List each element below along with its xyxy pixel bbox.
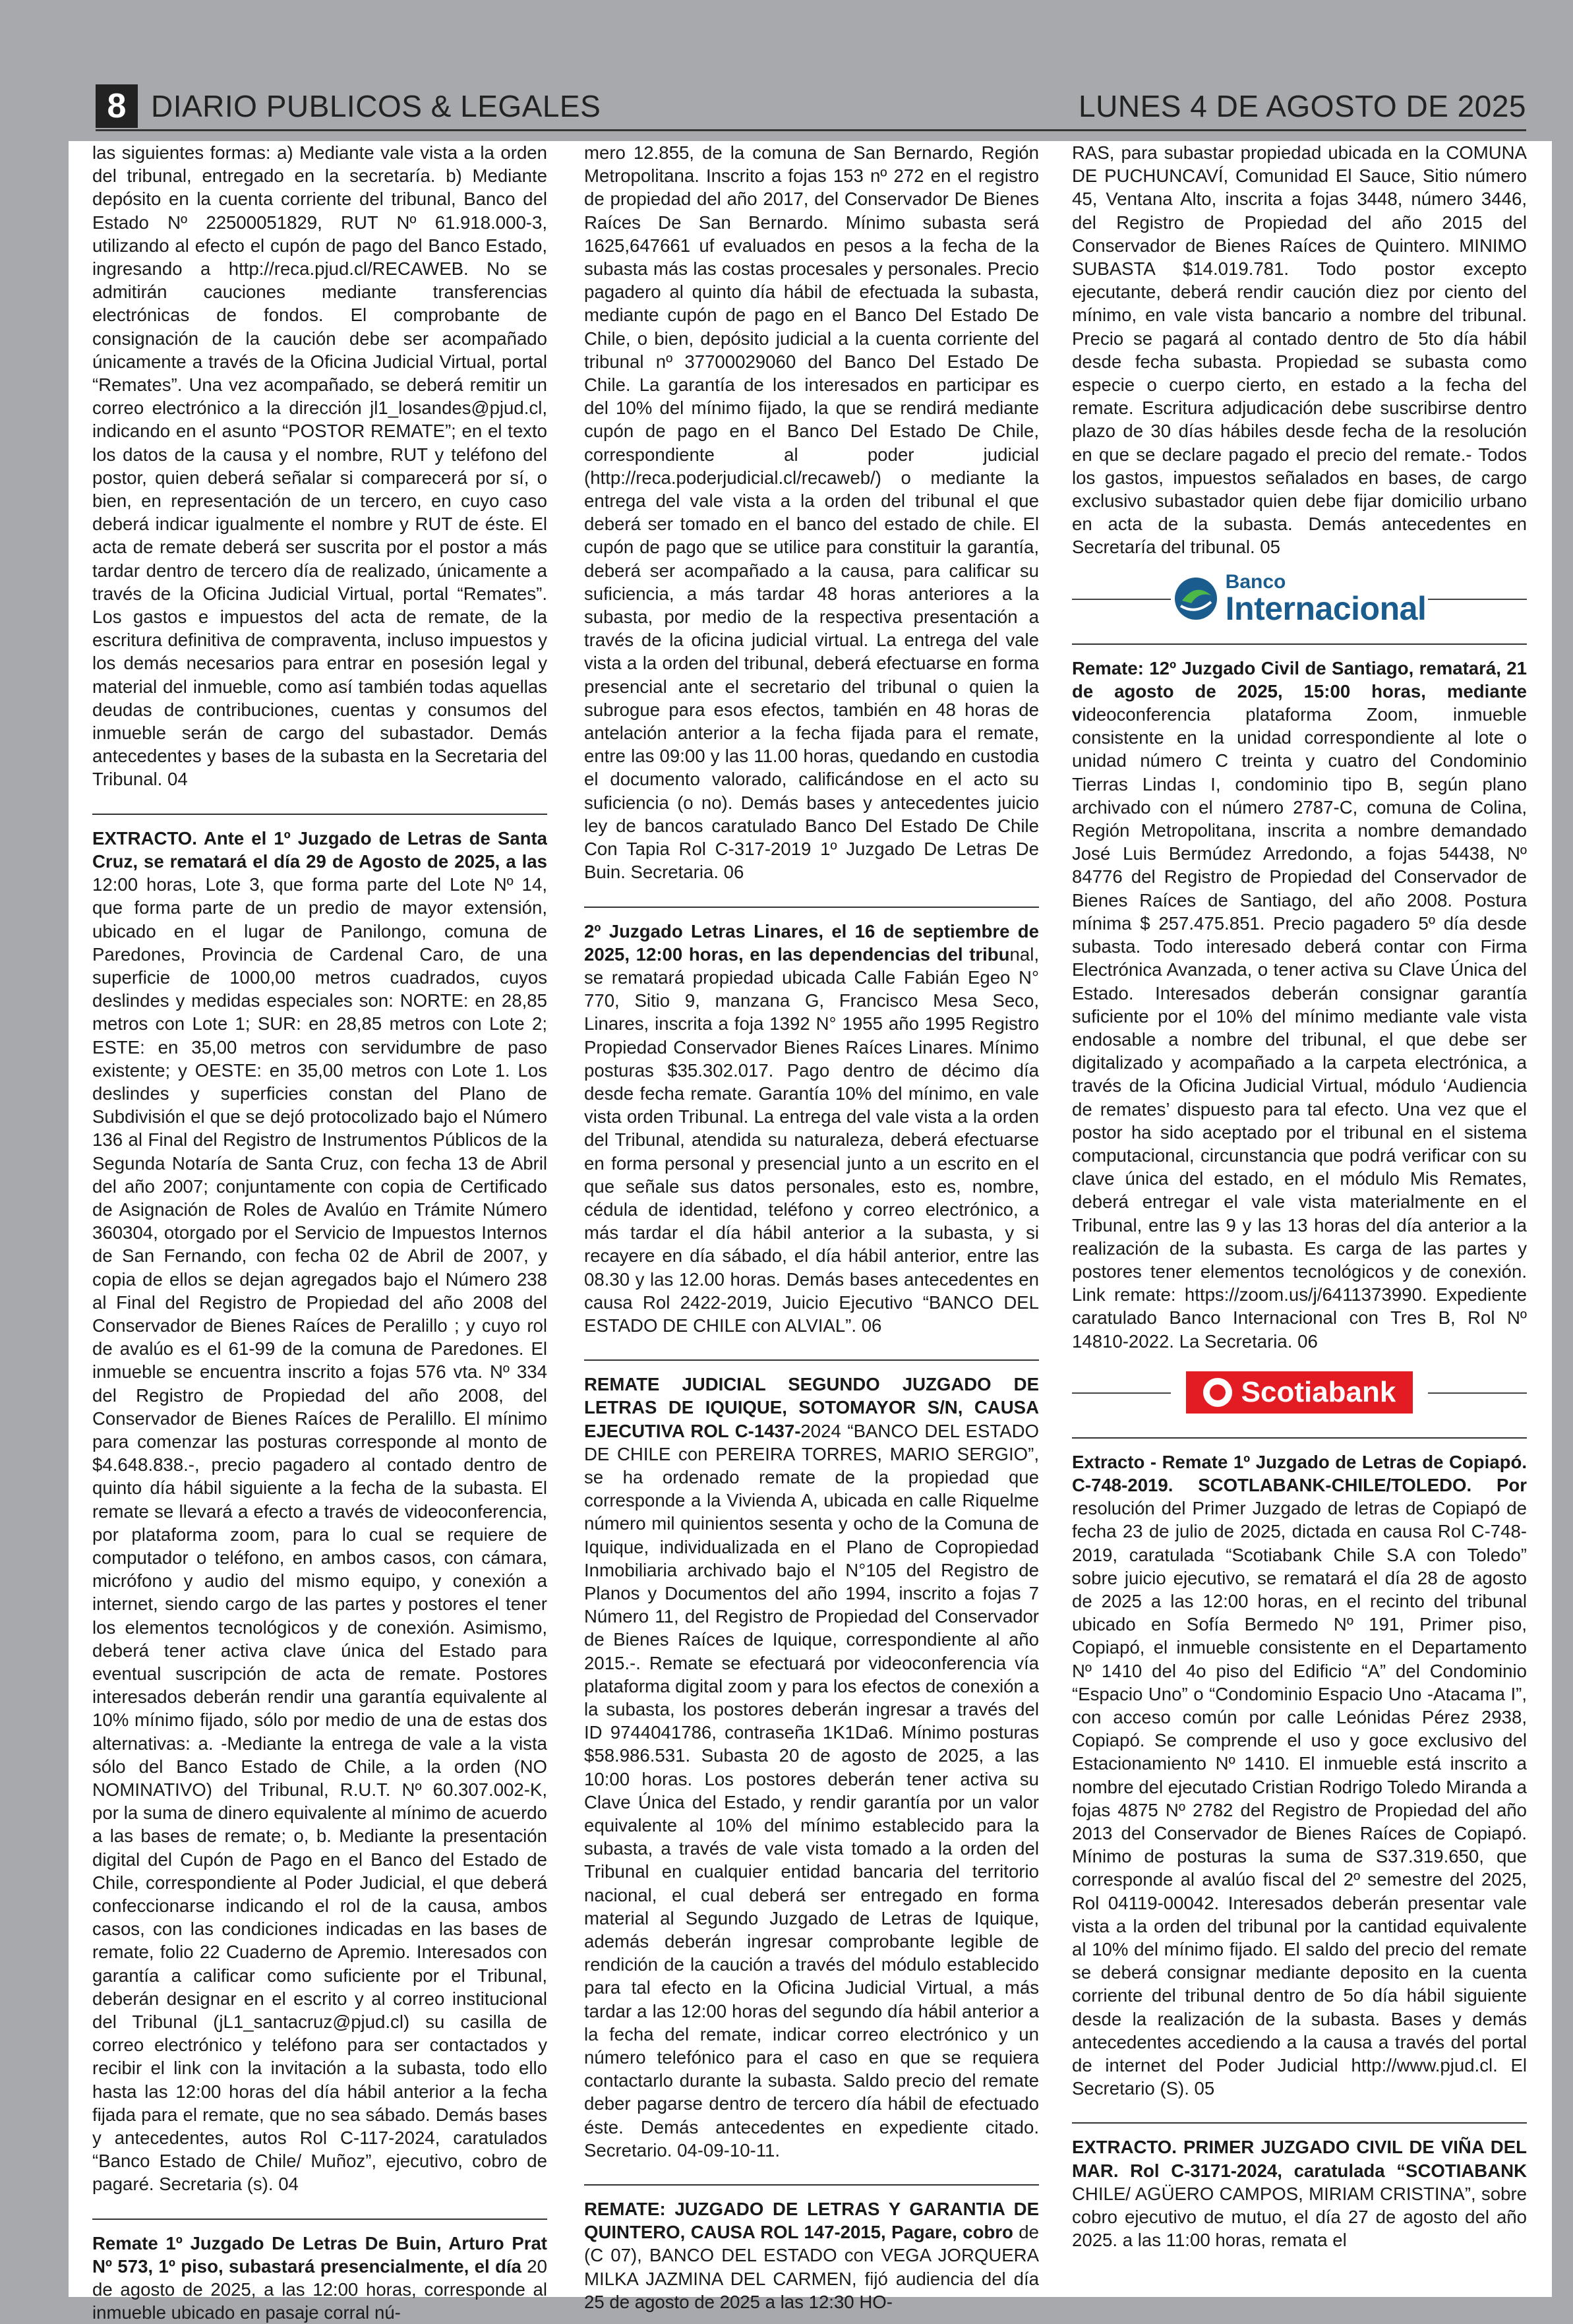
notice-text: Remate 1º Juzgado De Letras De Buin, Arturo Prat Nº 573, 1º piso, subastará presencialmente, el día 20 de agosto de 2025, a las 12:00 horas, corresponde al inmueble ubicado en pasaje corral nú- [92, 2232, 547, 2323]
divider [1072, 2122, 1527, 2124]
page-header [96, 79, 1526, 131]
publication-date: LUNES 4 DE AGOSTO DE 2025 [1079, 89, 1526, 123]
notice-text: Remate: 12º Juzgado Civil de Santiago, rematará, 21 de agosto de 2025, 15:00 horas, mediante videoconferencia plataforma Zoom, inmueble consistente en la unidad correspondiente al lote o unidad número C treinta y cuatro del Condominio Tierras Lindas I, condominio tipo B, según plano archivado con el número 2787-C, comuna de Colina, Región Metropolitana, inscrita a nombre demandado José Luis Bermúdez Arredondo, a fojas 54438, Nº 84776 del Registro de Propiedad del Conservador de Bienes Raíces de Santiago, del año 2008. Postura mínima $ 257.475.851. Precio pagadero 5º día desde subasta. Todo interesado deberá contar con Firma Electrónica Avanzada, o tener activa su Clave Única del Estado. Interesados deberán consignar garantía suficiente por el 10% del mínimo mediante vale vista endosable a nombre del tribunal, el que debe ser digitalizado y acompañado a la carpeta electrónica, a través de la Oficina Judicial Virtual, módulo ‘Audiencia de remates’ dispuesto para tal efecto. Una vez que el postor ha sido aceptado por el tribunal en el sistema computacional, circunstancia que podrá verificar con su clave única del estado, en el módulo Mis Remates, deberá entregar el vale vista materialmente en el Tribunal, entre las 9 y las 13 horas del día anterior a la realización de la subasta. Es carga de las partes y postores tener elementos tecnológicos y de conexión. Link remate: https://zoom.us/j/6411373990. Expediente caratulado Banco Internacional con Tres B, Rol Nº 14810-2022. La Secretaria. 06 [1072, 657, 1527, 1352]
notice-heading: Extracto - Remate 1º Juzgado de Letras de Copiapó. C-748-2019. SCOTLABANK-CHILE/TOLEDO. Por [1072, 1451, 1527, 1495]
divider [584, 907, 1039, 908]
column-2 [584, 141, 1039, 2313]
notice-text: REMATE JUDICIAL SEGUNDO JUZGADO DE LETRAS DE IQUIQUE, SOTOMAYOR S/N, CAUSA EJECUTIVA ROL C-1437-2024 “BANCO DEL ESTADO DE CHILE con PEREIRA TORRES, MARIO SERGIO”, se ha ordenado remate de la propiedad que corresponde a la Vivienda A, ubicada en calle Riquelme número mil quinientos sesenta y ocho de la Comuna de Iquique, individualizada en el Plano de Copropiedad Inmobiliaria archivado bajo el N°105 del Registro de Planos y Documentos del año 1994, inscrito a fojas 7 Número 11, del Registro de Propiedad del Conservador de Bienes Raíces de Iquique, correspondiente al año 2015.-. Remate se efectuará por videoconferencia vía plataforma digital zoom y para los efectos de conexión a la subasta, los postores deberán ingresar a través del ID 9744041786, contraseña 1K1Da6. Mínimo posturas $58.986.531. Subasta 20 de agosto de 2025, a las 10:00 horas. Los postores deberán tener activa su Clave Única del Estado, y rendir garantía por un valor equivalente al 10% del mínimo establecido para la subasta, a través de vale vista tomado a la orden del Tribunal en cualquier entidad bancaria del territorio nacional, el cual deberá ser entregado en forma material al Segundo Juzgado de Letras de Iquique, además deberán ingresar comprobante legible de rendición de la caución a través del módulo establecido para tal efecto en la Oficina Judicial Virtual, a más tardar a las 12:00 horas del segundo día hábil anterior a la fecha del remate, indicar correo electrónico y un número telefónico para el caso en que se requiera contactarlo durante la subasta. Saldo precio del remate deber pagarse dentro de tercero día hábil de efectuado éste. Demás antecedentes en expediente citado. Secretario. 04-09-10-11. [584, 1374, 1039, 2160]
publication-title: DIARIO PUBLICOS & LEGALES [151, 89, 601, 123]
notice-text: REMATE: JUZGADO DE LETRAS Y GARANTIA DE QUINTERO, CAUSA ROL 147-2015, Pagare, cobro de (C 07), BANCO DEL ESTADO con VEGA JORQUERA MILKA JAZMINA DEL CARMEN, fijó audiencia del día 25 de agosto de 2025 a las 12:30 HO- [584, 2199, 1039, 2312]
notice-heading: REMATE JUDICIAL SEGUNDO JUZGADO DE LETRAS DE IQUIQUE, SOTOMAYOR S/N, CAUSA EJECUTIVA ROL C-1437- [584, 1374, 1039, 1441]
notice-heading: Remate 1º Juzgado De Letras De Buin, Arturo Prat Nº 573, 1º piso, subastará presencialmente, el día [92, 2232, 547, 2277]
notice-text: EXTRACTO. PRIMER JUZGADO CIVIL DE VIÑA DEL MAR. Rol C-3171-2024, caratulada “SCOTIABANK CHILE/ AGÜERO CAMPOS, MIRIAM CRISTINA”, sobre cobro ejecutivo de mutuo, el día 27 de agosto del año 2025. a las 11:00 horas, remata el [1072, 2137, 1527, 2251]
banco-internacional-logo [1072, 559, 1527, 638]
notice-heading: REMATE: JUZGADO DE LETRAS Y GARANTIA DE QUINTERO, CAUSA ROL 147-2015, Pagare, cobro [584, 2199, 1039, 2243]
notice-text: RAS, para subastar propiedad ubicada en la COMUNA DE PUCHUNCAVÍ, Comunidad El Sauce, Sitio número 45, Ventana Alto, inscrita a fojas 3448, número 3446, del Registro de Propiedad del año 2015 del Conservador de Bienes Raíces de Quintero. MINIMO SUBASTA $14.019.781. Todo postor excepto ejecutante, deberá rendir caución diez por ciento del mínimo, en vale vista bancario a nombre del tribunal. Precio se pagará al contado dentro de 5to día hábil desde fecha subasta. Propiedad se subasta como especie o cuerpo cierto, en estado a la fecha del remate. Escritura adjudicación debe suscribirse dentro plazo de 30 días hábiles desde fecha de la resolución en que se declare pagado el precio del remate.- Todos los gastos, impuestos señalados en bases, de cargo exclusivo subastador quien debe fijar domicilio urbano en acta de la subasta. Demás antecedentes en Secretaría del tribunal. 05 [1072, 142, 1527, 558]
notice-text: EXTRACTO. Ante el 1º Juzgado de Letras de Santa Cruz, se rematará el día 29 de Agosto de 2025, a las 12:00 horas, Lote 3, que forma parte del Lote Nº 14, que forma parte de un predio de mayor extensión, ubicado en el lugar de Panilongo, comuna de Paredones, Provincia de Cardenal Caro, de una superficie de 1000,00 metros cuadrados, cuyos deslindes y medidas especiales son: NORTE: en 28,85 metros con Lote 1; SUR: en 28,85 metros con Lote 2; ESTE: en 35,00 metros con servidumbre de paso existente; y OESTE: en 35,00 metros con Lote 1. Los deslindes y superficies constan del Plano de Subdivisión el que se dejó protocolizado bajo el Número 136 al Final del Registro de Instrumentos Públicos de la Segunda Notaría de Santa Cruz, con fecha 13 de Abril del año 2007; conjuntamente con copia de Certificado de Asignación de Roles de Avalúo en Trámite Número 360304, otorgado por el Servicio de Impuestos Internos de San Fernando, con fecha 02 de Abril de 2007, y copia de ellos se dejan agregados bajo el Número 238 al Final del Registro de Propiedad del año 2008 del Conservador de Bienes Raíces de Peralillo ; y cuyo rol de avalúo es el 61-99 de la comuna de Paredones. El inmueble se encuentra inscrito a fojas 576 vta. Nº 334 del Registro de Propiedad del año 2008, del Conservador de Bienes Raíces de Peralillo. El mínimo para comenzar las posturas corresponde al monto de $4.648.838.-, precio pagadero al contado dentro de quinto día hábil siguiente a la fecha de la subasta. El remate se llevará a efecto a través de videoconferencia, por plataforma zoom, para lo cual se requiere de computador o teléfono, en ambos casos, con cámara, micrófono y audio del mismo equipo, y conexión a internet, siendo cargo de las partes y postores el tener los elementos tecnológicos y de conexión. Asimismo, deberá tener activa clave única del Estado para eventual suscripción de acta de remate. Postores interesados deberán rendir una garantía equivalente al 10% mínimo fijado, sólo por medio de una de estas dos alternativas: a. -Mediante la entrega de vale a la vista sólo del Banco Estado de Chile, a la orden (NO NOMINATIVO) del Tribunal, R.U.T. Nº 60.307.002-K, por la suma de dinero equivalente al mínimo de acuerdo a las bases de remate; o, b. Mediante la presentación digital del Cupón de Pago en el Banco del Estado de Chile, correspondiente al Poder Judicial, el que deberá confeccionarse indicando el rol de la causa, ambos casos, con las condiciones indicadas en las bases de remate, folio 22 Cuaderno de Apremio. Interesados con garantía a calificar como suficiente por el Tribunal, deberán designar en el escrito y al correo institucional del Tribunal (jL1_santacruz@pjud.cl) su casilla de correo electrónico y teléfono para ser contactados y recibir el link con la invitación a la subasta, todo ello hasta las 12:00 horas del día hábil anterior a la fecha fijada para el remate, que no sea sábado. Demás bases y antecedentes, autos Rol C-117-2024, caratulados “Banco Estado de Chile/ Muñoz”, ejecutivo, cobro de pagaré. Secretaria (s). 04 [92, 827, 547, 2195]
divider [584, 1359, 1039, 1361]
divider [1072, 643, 1527, 645]
banco-label: Banco [1225, 570, 1286, 593]
column-1 [92, 141, 547, 2324]
divider [92, 2219, 547, 2220]
banco-internacional-emblem-icon [1173, 576, 1219, 622]
notice-heading: EXTRACTO. Ante el 1º Juzgado de Letras de Santa Cruz, se rematará el día 29 de Agosto de 2025, a las [92, 827, 547, 872]
divider [584, 2184, 1039, 2186]
notice-text: Extracto - Remate 1º Juzgado de Letras de Copiapó. C-748-2019. SCOTLABANK-CHILE/TOLEDO. Por resolución del Primer Juzgado de letras de Copiapó de fecha 23 de julio de 2025, dictada en causa Rol C-748-2019, caratulada “Scotiabank Chile S.A con Toledo” sobre juicio ejecutivo, se rematará el día 28 de agosto de 2025 a las 12:00 horas, en el recinto del tribunal ubicado en Sofía Bermedo Nº 191, Primer piso, Copiapó, el inmueble consistente en el Departamento Nº 1410 del 4o piso del Edificio “A” del Condominio “Espacio Uno” o “Condominio Espacio Uno -Atacama I”, con acceso común por calle Leónidas Pérez 2938, Copiapó. Se comprende el uso y goce exclusivo del Estacionamiento Nº 1410. El inmueble está inscrito a nombre del ejecutado Cristian Rodrigo Toledo Miranda a fojas 4875 Nº 2782 del Registro de Propiedad del año 2013 del Conservador de Bienes Raíces de Copiapó. Mínimo de posturas la suma de S37.319.650, que corresponde al avalúo fiscal del 2º semestre del 2025, Rol 04119-00042. Interesados deberán presentar vale vista a la orden del tribunal por la cantidad equivalente al 10% del mínimo fijado. El saldo del precio del remate se deberá consignar mediante deposito en la cuenta corriente del tribunal dentro de 5o día hábil siguiente desde la realización de la subasta. Bases y demás antecedentes accediendo a la causa a través del portal de internet del Poder Judicial http://www.pjud.cl. El Secretario (S). 05 [1072, 1451, 1527, 2099]
column-3 [1072, 141, 1527, 2251]
page-body [69, 141, 1552, 2323]
scotiabank-logo [1072, 1353, 1527, 1432]
notice-heading: Remate: 12º Juzgado Civil de Santiago, rematará, 21 de agosto de 2025, 15:00 horas, mediante v [1072, 657, 1527, 725]
notice-text: mero 12.855, de la comuna de San Bernardo, Región Metropolitana. Inscrito a fojas 153 nº 272 en el registro de propiedad del año 2017, del Conservador De Bienes Raíces De San Bernardo. Mínimo subasta será 1625,647661 uf evaluados en pesos a la fecha de la subasta más las costas procesales y personales. Precio pagadero al quinto día hábil de efectuada la subasta, mediante cupón de pago en el Banco Del Estado De Chile, o bien, depósito judicial a la cuenta corriente del tribunal nº 37700029060 del Banco Del Estado De Chile. La garantía de los interesados en participar es del 10% del mínimo fijado, la que se rendirá mediante cupón de pago en el Banco Del Estado De Chile, correspondiente al poder judicial (http://reca.poderjudicial.cl/recaweb/) o mediante la entrega del vale vista a la orden del tribunal el que deberá ser tomado en el banco del estado de chile. El cupón de pago que se utilice para constituir la garantía, deberá ser acompañado a la causa, para calificar su suficiencia, a más tardar 48 horas anteriores a la subasta, por medio de la respectiva presentación a través de la oficina judicial virtual. La entrega del vale vista a la orden del tribunal, deberá efectuarse en forma presencial ante el secretario del tribunal o quien la subrogue para esos efectos, también en 48 horas de antelación anterior a la fecha fijada para el remate, entre las 09:00 y las 11.00 horas, quedando en custodia el documento valorado, calificándose en el acto su suficiencia (o no). Demás bases y antecedentes juicio ley de bancos caratulado Banco Del Estado De Chile Con Tapia Rol C-317-2019 1º Juzgado De Letras De Buin. Secretaria. 06 [584, 142, 1039, 883]
divider [1072, 1437, 1527, 1439]
notice-text: las siguientes formas: a) Mediante vale vista a la orden del tribunal, entregado en la secretaría. b) Mediante depósito en la cuenta corriente del tribunal, Banco del Estado Nº 22500051829, RUT Nº 61.918.000-3, utilizando al efecto el cupón de pago del Banco Estado, ingresando a http://reca.pjud.cl/RECAWEB. No se admitirán cauciones mediante transferencias electrónicas de fondos. El comprobante de consignación de la caución debe ser acompañado únicamente a través de la Oficina Judicial Virtual, portal “Remates”. Una vez acompañado, se deberá remitir un correo electrónico a la dirección jl1_losandes@pjud.cl, indicando en el asunto “POSTOR REMATE”; en el texto los datos de la causa y el nombre, RUT y teléfono del postor, quien deberá señalar si comparecerá por sí, o bien, en representación de un tercero, en cuyo caso deberá indicar igualmente el nombre y RUT de éste. El acta de remate deberá ser suscrita por el postor a más tardar dentro de tercero día de realizado, únicamente a través de la Oficina Judicial Virtual, portal “Remates”. Los gastos e impuestos del acta de remate, de la escritura definitiva de compraventa, incluso impuestos y los demás necesarios para entrar en posesión legal y material del inmueble, como así también todas aquellas deudas de contribuciones, cuentas y consumos del inmueble serán de cargo del subastador. Demás antecedentes y bases de la subasta en la Secretaria del Tribunal. 04 [92, 142, 547, 790]
notice-text: 2º Juzgado Letras Linares, el 16 de septiembre de 2025, 12:00 horas, en las dependencias del tribunal, se rematará propiedad ubicada Calle Fabián Egeo N° 770, Sitio 9, manzana G, Francisco Mesa Seco, Linares, inscrita a foja 1392 N° 1955 año 1995 Registro Propiedad Conservador Bienes Raíces Linares. Mínimo posturas $35.302.017. Pago dentro de décimo día desde fecha remate. Garantía 10% del mínimo, en vale vista orden Tribunal. La entrega del vale vista a la orden del Tribunal, atendida su naturaleza, deberá efectuarse en forma personal y presencial junto a un escrito en el que señale sus datos personales, esto es, nombre, cédula de identidad, teléfono y correo electrónico, a más tardar el día hábil anterior a la subasta, y si recayere en día sábado, el día hábil anterior, entre las 08.30 y las 12.00 horas. Demás bases antecedentes en causa Rol 2422-2019, Juicio Ejecutivo “BANCO DEL ESTADO DE CHILE con ALVIAL”. 06 [584, 920, 1039, 1336]
notice-heading: EXTRACTO. PRIMER JUZGADO CIVIL DE VIÑA DEL MAR. Rol C-3171-2024, caratulada “SCOTIABANK [1072, 2137, 1527, 2181]
scotiabank-emblem-icon [1203, 1378, 1232, 1407]
page-number: 8 [96, 84, 138, 128]
internacional-label: Internacional [1225, 589, 1427, 627]
notice-heading: 2º Juzgado Letras Linares, el 16 de septiembre de 2025, 12:00 horas, en las dependencias del tribu [584, 920, 1039, 965]
scotiabank-label: Scotiabank [1241, 1376, 1396, 1409]
divider [92, 814, 547, 815]
